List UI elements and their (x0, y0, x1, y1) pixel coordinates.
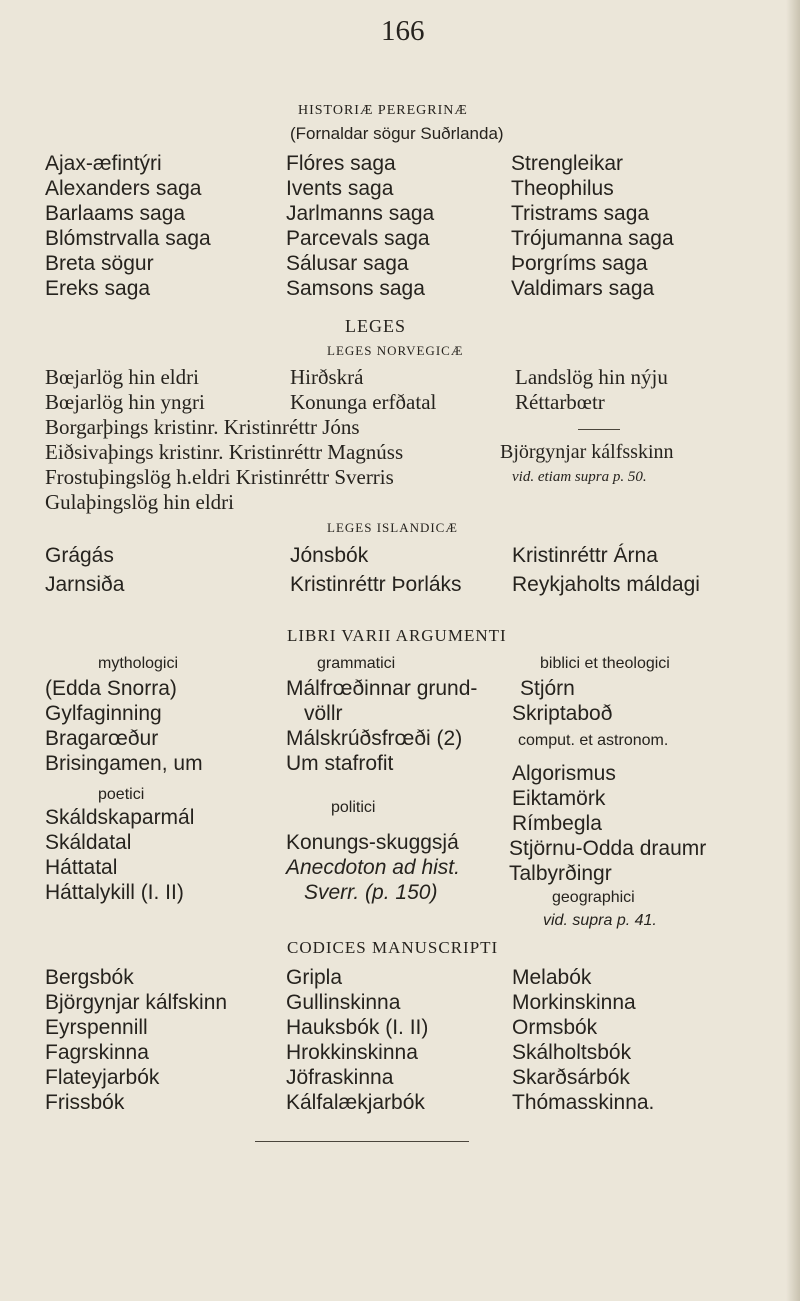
list-item: Samsons saga (286, 277, 425, 300)
norv-item: Landslög hin nýju (515, 365, 668, 389)
heading-leges: LEGES (345, 316, 406, 336)
gram-item: Málskrúðsfrœði (2) (286, 727, 463, 750)
isl-item: Kristinréttr Þorláks (290, 573, 462, 596)
cod-item: Gullinskinna (286, 991, 401, 1014)
list-item: Valdimars saga (511, 277, 655, 300)
norv-row: Eiðsivaþings kristinr. Kristinréttr Magnúss (45, 440, 404, 464)
list-item: Alexanders saga (45, 177, 202, 200)
cod-item: Frissbók (45, 1091, 125, 1114)
comp-item: Rímbegla (512, 812, 602, 835)
heading-leges-islandicae: LEGES ISLANDICÆ (327, 520, 458, 535)
norv-item: Bœjarlög hin eldri (45, 365, 199, 389)
cod-item: Kálfalækjarbók (286, 1091, 425, 1114)
cod-item: Björgynjar kálfskinn (45, 991, 228, 1014)
gram-item: völlr (304, 702, 343, 725)
pol-item: Anecdoton ad hist. (286, 856, 460, 879)
list-item: Sálusar saga (286, 252, 409, 275)
subheading-poetici: poetici (98, 786, 145, 803)
norv-item: Bœjarlög hin yngri (45, 390, 205, 414)
cod-item: Melabók (512, 966, 592, 989)
poet-item: Háttatal (45, 856, 118, 879)
bib-item: Stjórn (520, 677, 575, 700)
cod-item: Gripla (286, 966, 343, 989)
norv-item: Hirðskrá (290, 365, 364, 389)
dash-rule (578, 429, 620, 430)
list-item: Theophilus (511, 177, 614, 200)
page-edge-shadow (786, 0, 800, 1301)
cod-item: Ormsbók (512, 1016, 598, 1039)
comp-item: Eiktamörk (512, 787, 606, 810)
list-item: Trójumanna saga (511, 227, 674, 250)
norv-row: Gulaþingslög hin eldri (45, 490, 234, 514)
cod-item: Fagrskinna (45, 1041, 149, 1064)
pol-item: Konungs-skuggsjá (286, 831, 459, 854)
cod-item: Hrokkinskinna (286, 1041, 418, 1064)
cod-item: Skarðsárbók (512, 1066, 630, 1089)
comp-item: Talbyrðingr (509, 862, 612, 885)
list-item: Strengleikar (511, 152, 624, 175)
heading-codices-manuscripti: CODICES MANUSCRIPTI (287, 938, 499, 957)
cod-item: Jöfraskinna (286, 1066, 394, 1089)
norv-item: Réttarbœtr (515, 390, 605, 414)
heading-historiae-peregrinae: HISTORIÆ PEREGRINÆ (298, 103, 468, 118)
isl-item: Kristinréttr Árna (512, 544, 658, 567)
heading-leges-norvegicae: LEGES NORVEGICÆ (327, 343, 464, 358)
norv-row: Borgarþings kristinr. Kristinréttr Jóns (45, 415, 360, 439)
closing-rule (255, 1141, 469, 1142)
list-item: Þorgríms saga (511, 252, 648, 275)
comp-item: Algorismus (512, 762, 616, 785)
myth-item: Gylfaginning (45, 702, 162, 725)
list-item: Jarlmanns saga (286, 202, 435, 225)
list-item: Flóres saga (286, 152, 396, 175)
list-item: Ereks saga (45, 277, 151, 300)
comp-item: Stjörnu-Odda draumr (509, 837, 707, 860)
norv-item: Konunga erfðatal (290, 390, 437, 414)
subheading-mythologici: mythologici (98, 655, 179, 672)
cod-item: Bergsbók (45, 966, 134, 989)
isl-item: Reykjaholts máldagi (512, 573, 700, 596)
list-item: Barlaams saga (45, 202, 186, 225)
cod-item: Thómasskinna. (512, 1091, 655, 1114)
cod-item: Flateyjarbók (45, 1066, 160, 1089)
subheading-fornaldar-sogur: (Fornaldar sögur Suðrlanda) (290, 124, 504, 143)
gram-item: Um stafrofit (286, 752, 394, 775)
pol-item: Sverr. (p. 150) (304, 881, 438, 904)
subheading-grammatici: grammatici (317, 655, 396, 672)
norv-item: Björgynjar kálfsskinn (500, 441, 674, 463)
cross-reference: vid. supra p. 41. (543, 912, 657, 929)
cod-item: Skálholtsbók (512, 1041, 632, 1064)
subheading-comput: comput. et astronom. (518, 732, 669, 749)
list-item: Parcevals saga (286, 227, 430, 250)
poet-item: Skáldskaparmál (45, 806, 195, 829)
page-number: 166 (381, 15, 425, 47)
cod-item: Eyrspennill (45, 1016, 148, 1039)
subheading-politici: politici (331, 799, 376, 816)
myth-item: Bragarœður (45, 727, 159, 750)
isl-item: Jarnsiða (45, 573, 125, 596)
myth-item: (Edda Snorra) (45, 677, 177, 700)
cod-item: Morkinskinna (512, 991, 636, 1014)
cross-reference: vid. etiam supra p. 50. (512, 469, 647, 485)
list-item: Ajax-æfintýri (45, 152, 162, 175)
list-item: Tristrams saga (511, 202, 650, 225)
gram-item: Málfrœðinnar grund- (286, 677, 478, 700)
myth-item: Brisingamen, um (45, 752, 203, 775)
heading-libri-varii: LIBRI VARII ARGUMENTI (287, 626, 507, 645)
isl-item: Grágás (45, 544, 114, 567)
subheading-biblici: biblici et theologici (540, 655, 670, 672)
cod-item: Hauksbók (I. II) (286, 1016, 429, 1039)
norv-row: Frostuþingslög h.eldri Kristinréttr Sverris (45, 465, 394, 489)
list-item: Ivents saga (286, 177, 394, 200)
list-item: Breta sögur (45, 252, 154, 275)
poet-item: Háttalykill (I. II) (45, 881, 184, 904)
isl-item: Jónsbók (290, 544, 369, 567)
subheading-geographici: geographici (552, 889, 635, 906)
list-item: Blómstrvalla saga (45, 227, 211, 250)
poet-item: Skáldatal (45, 831, 132, 854)
bib-item: Skriptaboð (512, 702, 613, 725)
